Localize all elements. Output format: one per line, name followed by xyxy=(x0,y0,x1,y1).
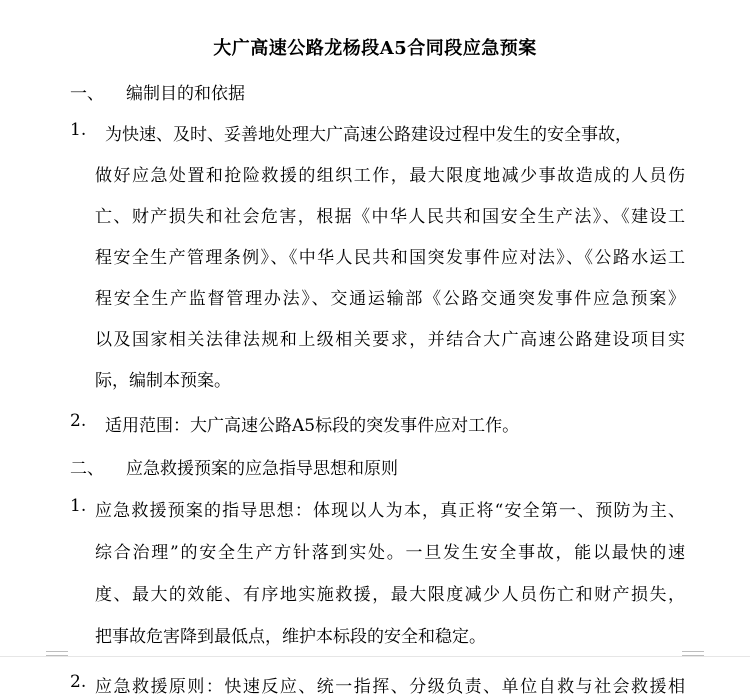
section-heading-text: 编制目的和依据 xyxy=(126,84,245,104)
section-number: 二、 xyxy=(70,459,104,479)
paragraph-line: 程安全生产监督管理办法》、交通运输部《公路交通突发事件应急预案》 xyxy=(95,289,685,309)
paragraph-line: 把事故危害降到最低点，维护本标段的安全和稳定。 xyxy=(95,627,486,647)
paragraph-line: 亡、财产损失和社会危害，根据《中华人民共和国安全生产法》、《建设工 xyxy=(95,207,685,227)
paragraph-line: 度、最大的效能、有序地实施救援，最大限度减少人员伤亡和财产损失， xyxy=(95,585,685,605)
paragraph-line: 适用范围：大广高速公路A5标段的突发事件应对工作。 xyxy=(105,416,520,436)
paragraph-line: 应急救援预案的指导思想：体现以人为本，真正将“安全第一、预防为主、 xyxy=(95,501,685,521)
section-number: 一、 xyxy=(70,84,104,104)
paragraph-line: 际，编制本预案。 xyxy=(95,371,231,391)
paragraph-line: 做好应急处置和抢险救援的组织工作，最大限度地减少事故造成的人员伤 xyxy=(95,166,685,186)
item-number: 1. xyxy=(70,496,87,516)
section-heading-2 xyxy=(70,454,398,479)
page-divider xyxy=(0,656,750,657)
paragraph-line: 为快速、及时、妥善地处理大广高速公路建设过程中发生的安全事故， xyxy=(105,125,632,145)
paragraph-line: 综合治理”的安全生产方针落到实处。一旦发生安全事故，能以最快的速 xyxy=(95,543,685,563)
page-corner-mark xyxy=(682,651,704,659)
paragraph-line: 应急救援原则：快速反应、统一指挥、分级负责、单位自救与社会救援相 xyxy=(95,677,685,697)
paragraph-line: 程安全生产管理条例》、《中华人民共和国突发事件应对法》、《公路水运工 xyxy=(95,248,685,268)
section-heading-text: 应急救援预案的应急指导思想和原则 xyxy=(126,459,398,479)
paragraph-line: 以及国家相关法律法规和上级相关要求，并结合大广高速公路建设项目实 xyxy=(95,330,685,350)
item-number: 1. xyxy=(70,120,87,140)
document-title: 大广高速公路龙杨段A5合同段应急预案 xyxy=(213,38,537,59)
section-heading-1 xyxy=(70,79,245,104)
item-number: 2. xyxy=(70,672,87,692)
page-corner-mark xyxy=(46,651,68,659)
item-number: 2. xyxy=(70,411,87,431)
